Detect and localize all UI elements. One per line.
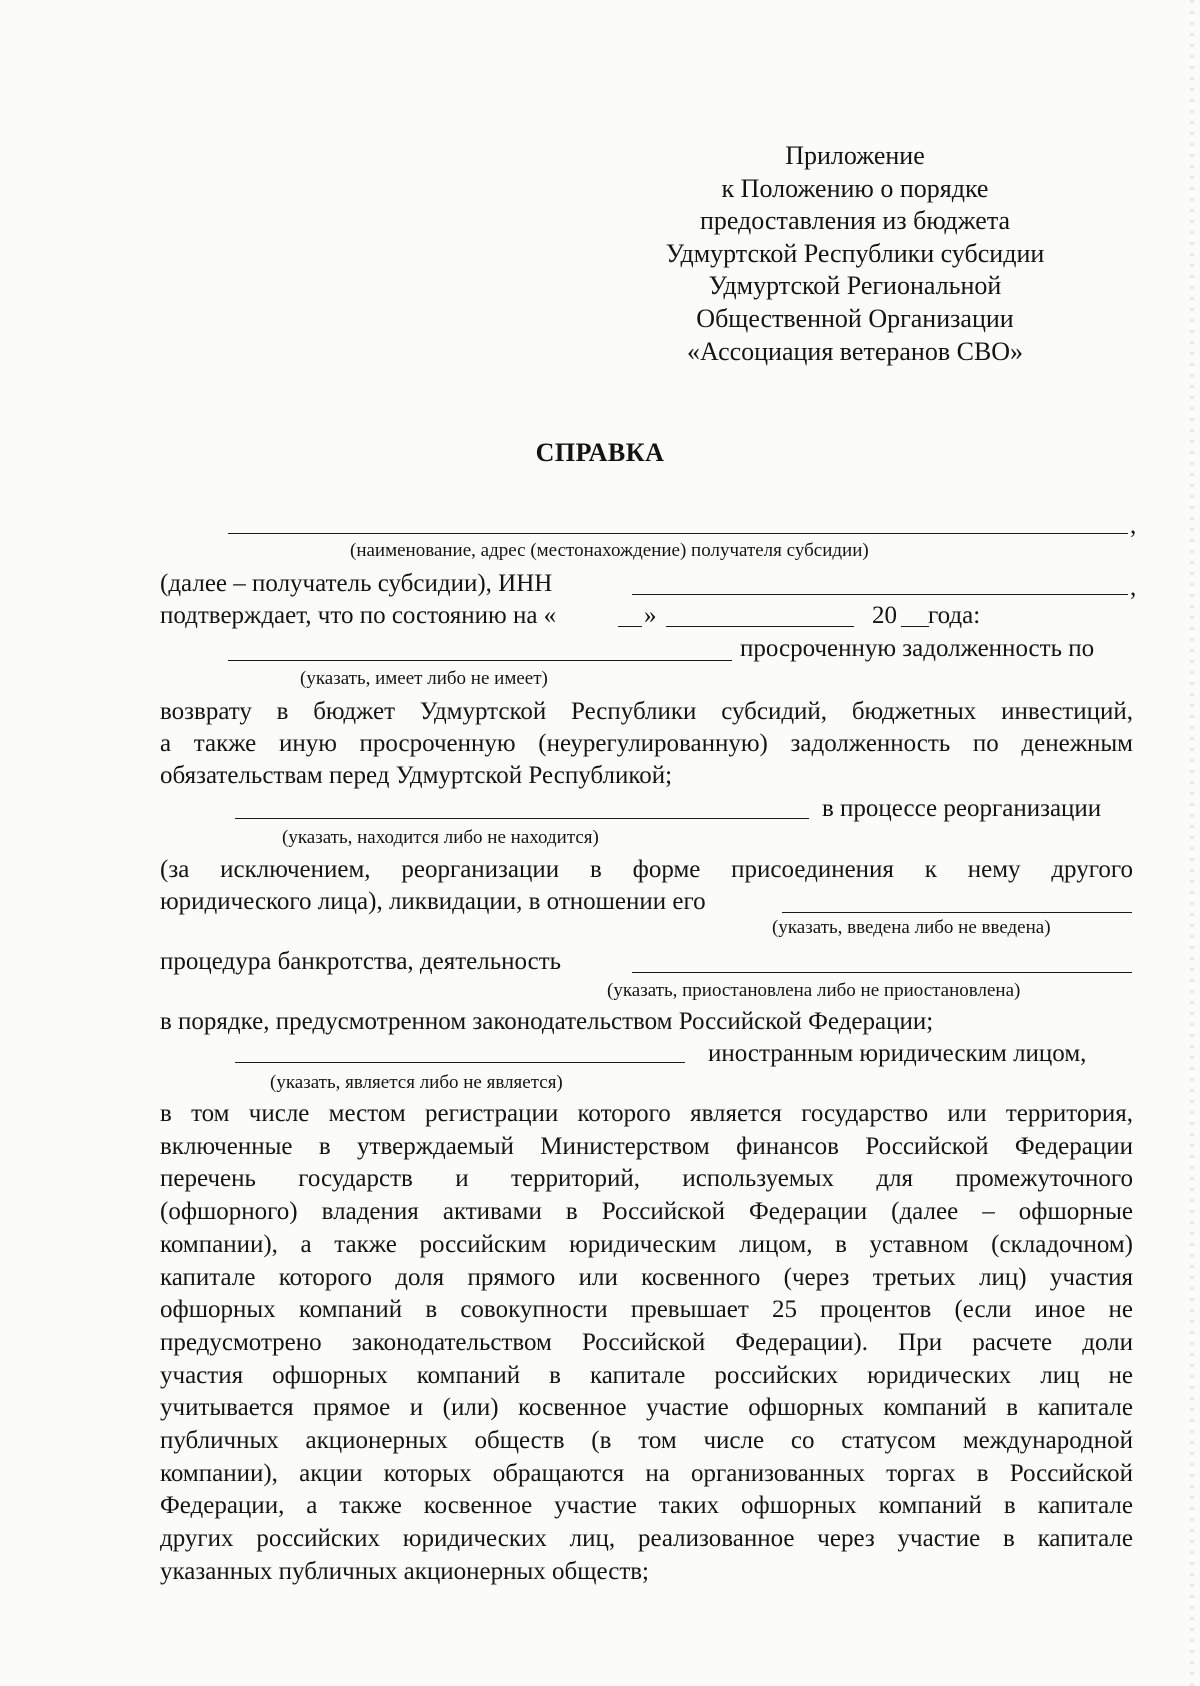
- inn-comma: ,: [1130, 574, 1137, 601]
- appendix-line: Общественной Организации: [696, 303, 1014, 333]
- activity-hint: (указать, приостановлена либо не приостановлена): [607, 980, 1021, 1001]
- date-year-blank[interactable]: [901, 626, 929, 627]
- bankruptcy-status-blank[interactable]: [782, 912, 1132, 913]
- document-title: СПРАВКА: [535, 438, 665, 467]
- date-close-quote: »: [644, 602, 657, 629]
- offshore-line: других российских юридических лиц, реализованное через участие в капитале: [160, 1525, 1133, 1553]
- foreign-suffix: иностранным юридическим лицом,: [708, 1040, 1087, 1067]
- inn-label: (далее – получатель субсидии), ИНН: [160, 570, 553, 597]
- offshore-line: капитале которого доля прямого или косвенного (через третьих лиц) участия: [160, 1263, 1133, 1291]
- appendix-line: Приложение: [785, 141, 925, 170]
- recipient-comma: ,: [1130, 512, 1137, 539]
- debt-text-line: возврату в бюджет Удмуртской Республики субсидий, бюджетных инвестиций,: [160, 698, 1133, 725]
- offshore-line: в том числе местом регистрации которого является государство или территория,: [160, 1100, 1133, 1127]
- offshore-paragraph: [160, 1098, 1133, 1589]
- recipient-name-blank[interactable]: [228, 533, 1128, 534]
- offshore-line: указанных публичных акционерных обществ;: [160, 1557, 650, 1585]
- appendix-line: к Положению о порядке: [721, 173, 989, 203]
- offshore-line: компании), акции которых обращаются на организованных торгах в Российской: [160, 1459, 1133, 1487]
- offshore-line: компании), а также российским юридическим лицом, в уставном (складочном): [160, 1230, 1133, 1258]
- foreign-hint: (указать, является либо не является): [270, 1072, 563, 1093]
- offshore-line: (офшорного) владения активами в Российской Федерации (далее – офшорные: [160, 1198, 1133, 1226]
- reorg-text-line: (за исключением, реорганизации в форме присоединения к нему другого: [160, 856, 1133, 883]
- recipient-hint: (наименование, адрес (местонахождение) получателя субсидии): [350, 540, 869, 561]
- offshore-line: публичных акционерных обществ (в том числе со статусом международной: [160, 1427, 1133, 1455]
- inn-blank[interactable]: [632, 594, 1128, 595]
- offshore-line: учитывается прямое и (или) косвенное участие офшорных компаний в капитале: [160, 1394, 1133, 1422]
- appendix-line: Удмуртской Региональной: [708, 271, 1002, 301]
- offshore-line: включенные в утверждаемый Министерством финансов Российской Федерации: [160, 1132, 1133, 1160]
- offshore-line: офшорных компаний в совокупности превышает 25 процентов (если иное не: [160, 1296, 1133, 1324]
- bankruptcy-hint: (указать, введена либо не введена): [772, 917, 1051, 938]
- date-day-blank[interactable]: [618, 626, 642, 627]
- offshore-line: перечень государств и территорий, используемых для промежуточного: [160, 1165, 1133, 1193]
- reorg-suffix: в процессе реорганизации: [822, 795, 1102, 822]
- foreign-status-blank[interactable]: [235, 1062, 685, 1063]
- activity-status-blank[interactable]: [632, 972, 1132, 973]
- offshore-line: Федерации, а также косвенное участие таких офшорных компаний в капитале: [160, 1492, 1133, 1520]
- debt-hint: (указать, имеет либо не имеет): [300, 668, 548, 689]
- debt-suffix: просроченную задолженность по: [740, 635, 1095, 662]
- reorg-text-line: юридического лица), ликвидации, в отношении его: [160, 888, 706, 915]
- reorg-status-blank[interactable]: [235, 818, 809, 819]
- date-month-blank[interactable]: [666, 626, 854, 627]
- date-label: подтверждает, что по состоянию на «: [160, 602, 557, 629]
- activity-text-line: в порядке, предусмотренном законодательством Российской Федерации;: [160, 1008, 934, 1035]
- year-prefix: 20: [872, 602, 897, 629]
- debt-text-line: а также иную просроченную (неурегулированную) задолженность по денежным: [160, 730, 1133, 757]
- offshore-line: предусмотрено законодательством Российской Федерации). При расчете доли: [160, 1328, 1133, 1356]
- debt-text-line: обязательствам перед Удмуртской Республикой;: [160, 762, 673, 789]
- offshore-line: участия офшорных компаний в капитале российских юридических лиц не: [160, 1361, 1133, 1389]
- appendix-line: Удмуртской Республики субсидии: [665, 238, 1045, 268]
- appendix-line: предоставления из бюджета: [699, 206, 1011, 236]
- bankruptcy-label: процедура банкротства, деятельность: [160, 948, 562, 975]
- debt-status-blank[interactable]: [228, 660, 732, 661]
- scan-edge-marks: [1190, 0, 1194, 1686]
- appendix-header: [590, 140, 1120, 368]
- year-suffix: года:: [928, 602, 981, 629]
- reorg-hint: (указать, находится либо не находится): [282, 827, 599, 848]
- appendix-line: «Ассоциация ветеранов СВО»: [686, 336, 1024, 366]
